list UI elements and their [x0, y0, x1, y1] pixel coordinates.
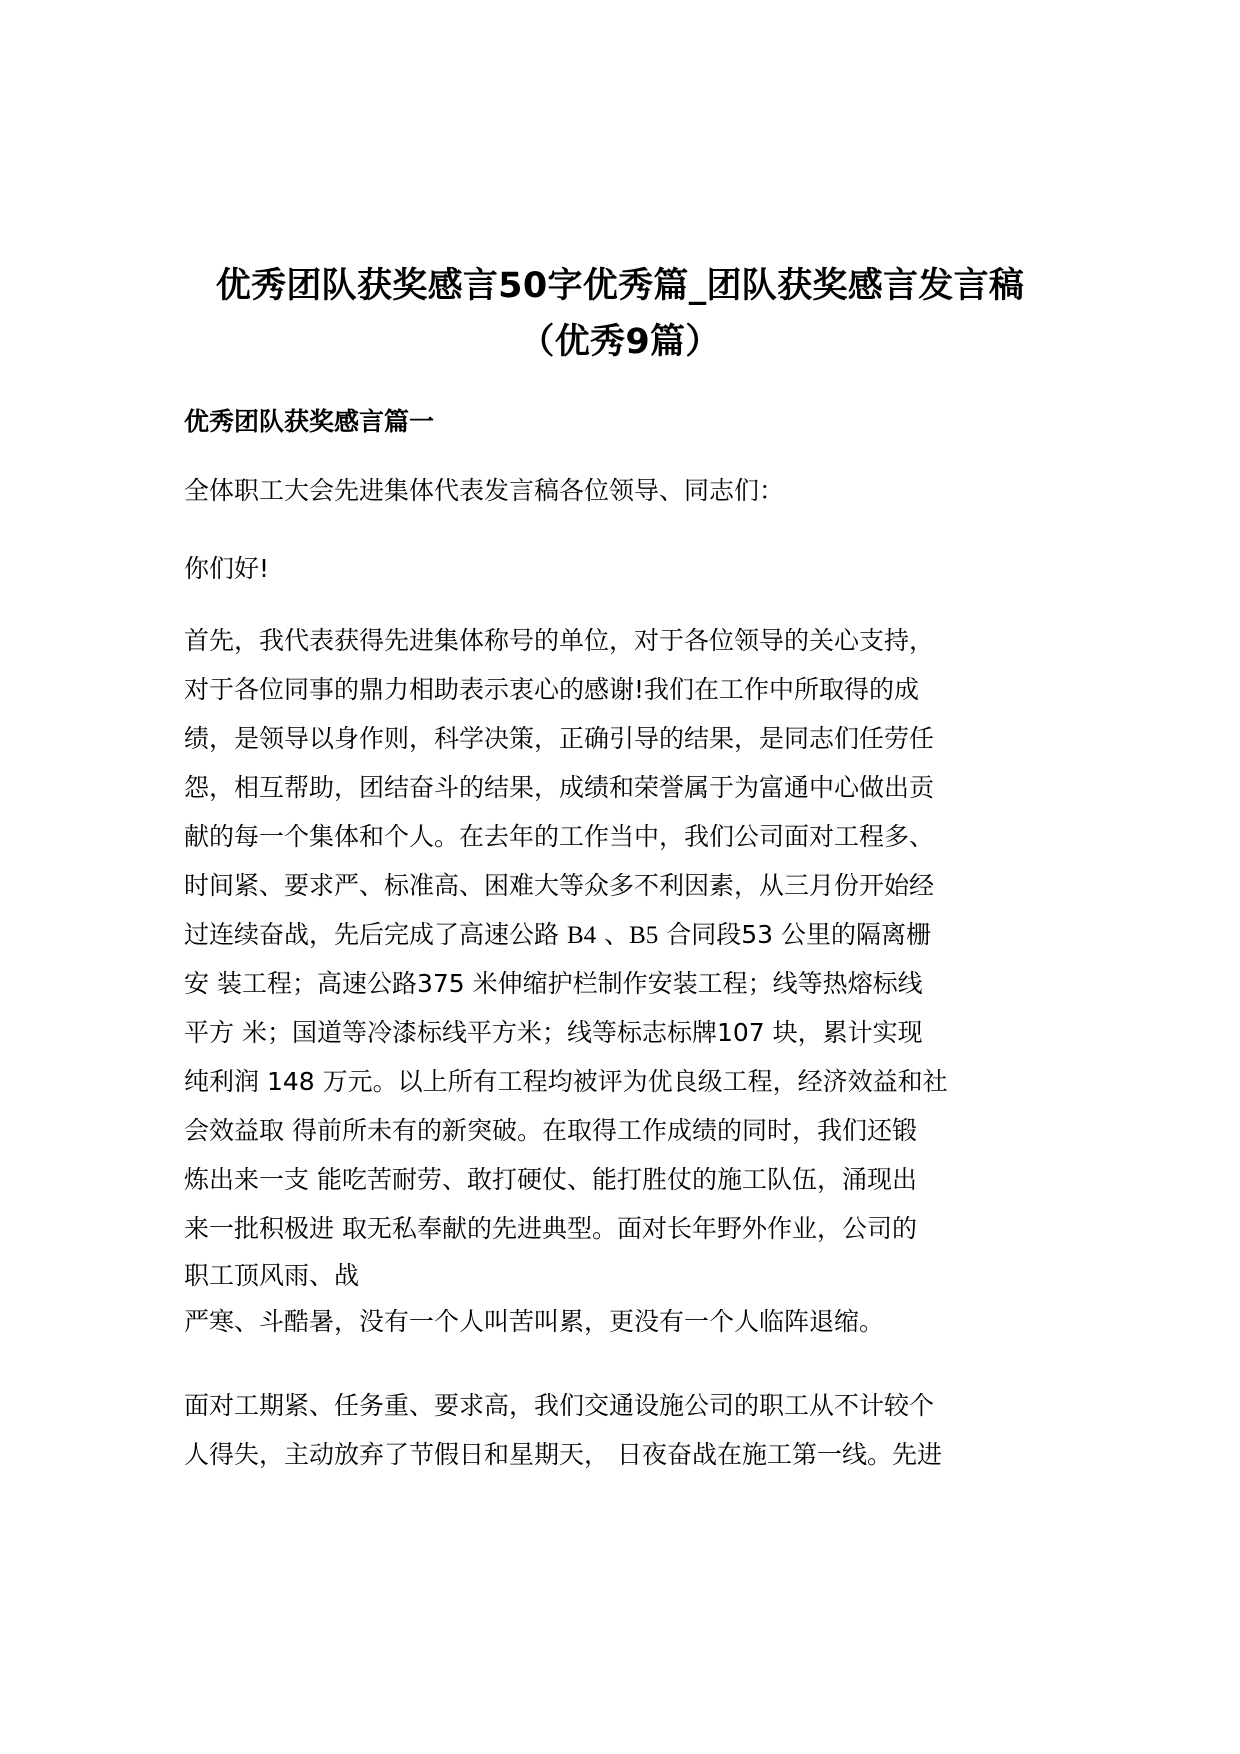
paragraph-line: 会效益取 得前所未有的新突破。在取得工作成绩的同时，我们还锻 [184, 1116, 917, 1145]
line-segment: 过连续奋战，先后完成了高速公路 [184, 920, 567, 949]
paragraph-line: 首先，我代表获得先进集体称号的单位，对于各位领导的关心支持， [184, 626, 935, 655]
body-paragraph-2 [184, 1381, 942, 1479]
line-segment-serif: B4 [566, 922, 597, 949]
paragraph-line: 安 装工程；高速公路375 米伸缩护栏制作安装工程；线等热熔标线 [184, 969, 923, 998]
salutation-line: 全体职工大会先进集体代表发言稿各位领导、同志们： [184, 476, 785, 505]
section-heading: 优秀团队获奖感言篇一 [184, 407, 435, 436]
paragraph-line: 严寒、斗酷暑，没有一个人叫苦叫累，更没有一个人临阵退缩。 [184, 1307, 885, 1336]
paragraph-line: 职工顶风雨、战 [184, 1261, 360, 1290]
paragraph-line: 平方 米；国道等冷漆标线平方米；线等标志标牌107 块，累计实现 [184, 1018, 923, 1047]
paragraph-line: 时间紧、要求严、标准高、困难大等众多不利因素，从三月份开始经 [184, 871, 935, 900]
body-paragraph-1 [184, 616, 948, 1345]
paragraph-line: 绩，是领导以身作则，科学决策，正确引导的结果，是同志们任劳任 [184, 724, 935, 753]
document-title [180, 258, 1060, 370]
paragraph-line: 面对工期紧、任务重、要求高，我们交通设施公司的职工从不计较个 [184, 1391, 935, 1420]
paragraph-line: 怨，相互帮助，团结奋斗的结果，成绩和荣誉属于为富通中心做出贡 [184, 773, 935, 802]
salutation-paragraph [184, 466, 784, 515]
paragraph-line [184, 910, 948, 959]
paragraph-line: 献的每一个集体和个人。在去年的工作当中，我们公司面对工程多、 [184, 822, 935, 851]
paragraph-line: 人得失，主动放弃了节假日和星期天， 日夜奋战在施工第一线。先进 [184, 1440, 942, 1469]
title-line-1: 优秀团队获奖感言50字优秀篇_团队获奖感言发言稿 [215, 266, 1025, 306]
line-segment-serif: B5 [629, 922, 659, 949]
paragraph-line: 炼出来一支 能吃苦耐劳、敢打硬仗、能打胜仗的施工队伍，涌现出 [184, 1165, 917, 1194]
paragraph-line: 对于各位同事的鼎力相助表示衷心的感谢!我们在工作中所取得的成 [184, 675, 920, 704]
line-segment: 、 [596, 920, 630, 949]
title-line-2: （优秀9篇） [519, 322, 721, 362]
greeting-paragraph [184, 544, 269, 593]
greeting-line: 你们好! [184, 554, 270, 583]
paragraph-line: 来一批积极进 取无私奉献的先进典型。面对长年野外作业，公司的 [184, 1214, 917, 1243]
paragraph-line: 纯利润 148 万元。以上所有工程均被评为优良级工程，经济效益和社 [184, 1067, 948, 1096]
line-segment: 合同段53 公里的隔离栅 [658, 920, 931, 949]
